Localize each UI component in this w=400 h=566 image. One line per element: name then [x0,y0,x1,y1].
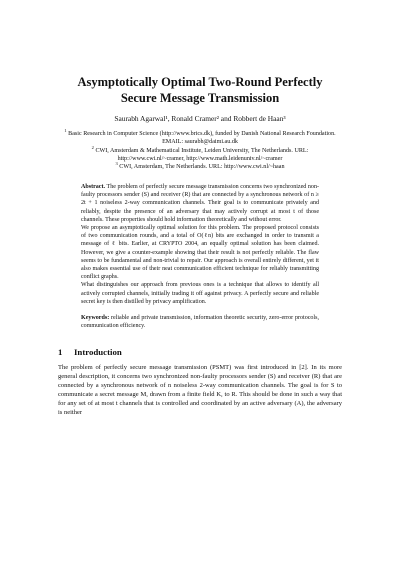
keywords-text: reliable and private transmission, information theoretic security, zero-error protocols, communication efficiency. [81,315,319,330]
introduction-paragraph: The problem of perfectly secure message transmission (PSMT) was first introduced in [2]. In its more general description, it concerns two synchronized non-faulty processors sender (S) and receiver (R) that are connected by a synchronous network of n noiseless 2-way communication channels. The goal is for S to communicate a secret message M, drawn from a finite field K, to R. This should be done in such a way that for any set of at most t channels that is controlled and coordinated by an active adversary (A), the adversary is neither [58,364,342,416]
title-line-1: Asymptotically Optimal Two-Round Perfectly [77,75,323,89]
affiliation-1 [58,127,342,147]
paper-title [40,74,360,106]
affiliation-text: Basic Research in Computer Science (http://www.brics.dk), funded by Danish National Research Foundation. EMAIL: saurabh@daimi.au.dk [68,131,336,146]
abstract-label: Abstract. [81,184,106,190]
section-title: Introduction [74,347,122,357]
introduction-body [58,364,342,417]
section-number: 1 [58,347,63,357]
title-line-2: Secure Message Transmission [120,91,280,105]
abstract-paragraph-3: What distinguishes our approach from previous ones is a technique that allows to identify all actively corrupted channels, initially trading it off against privacy. A perfectly secure and reliable secret key is then distilled by privacy amplification. [81,282,319,305]
abstract-text-1: The problem of perfectly secure message transmission concerns two synchronized non-faulty processors sender (S) and receiver (R) that are connected by a synchronous network of n ≥ 2t + 1 noiseless 2-way communication channels. Their goal is to communicate privately and reliably, despite the presence of an adversary that may actively corrupt at most t of those channels. These properties should hold information theoretically and without error. [81,184,319,223]
abstract-paragraph-2: We propose an asymptotically optimal solution for this problem. The proposed protocol consists of two communication rounds, and a total of O(ℓn) bits are exchanged in order to transmit a message of ℓ bits. Earlier, at CRYPTO 2004, an equally optimal solution has been claimed. However, we give a counter-example showing that their result is not perfectly reliable. The flaw seems to be fundamental and non-trivial to repair. Our approach is overall entirely different, yet it also makes essential use of their neat communication efficient technique for reliably transmitting conflict graphs. [81,225,319,281]
section-heading [58,347,342,358]
keywords-label: Keywords: [81,315,110,321]
affiliation-mark: 2 [91,144,94,150]
affiliations [58,127,342,171]
keywords [81,314,319,330]
affiliation-mark: 1 [64,127,67,133]
affiliation-2 [58,144,342,167]
abstract-paragraph-1 [81,183,319,224]
author-list: Saurabh Agarwal¹, Ronald Cramer² and Robbert de Haan³ [114,114,286,123]
affiliation-mark: 3 [115,161,118,167]
abstract [81,183,319,306]
affiliation-3 [58,163,342,171]
affiliation-text: CWI, Amsterdam & Mathematical Institute, Leiden University, The Netherlands. URL: http://www.cwi.nl/~cramer, http://www.math.leidenuniv.nl/~cramer [95,147,309,162]
affiliation-text: CWI, Amsterdam, The Netherlands. URL: http://www.cwi.nl/~haan [119,164,285,171]
